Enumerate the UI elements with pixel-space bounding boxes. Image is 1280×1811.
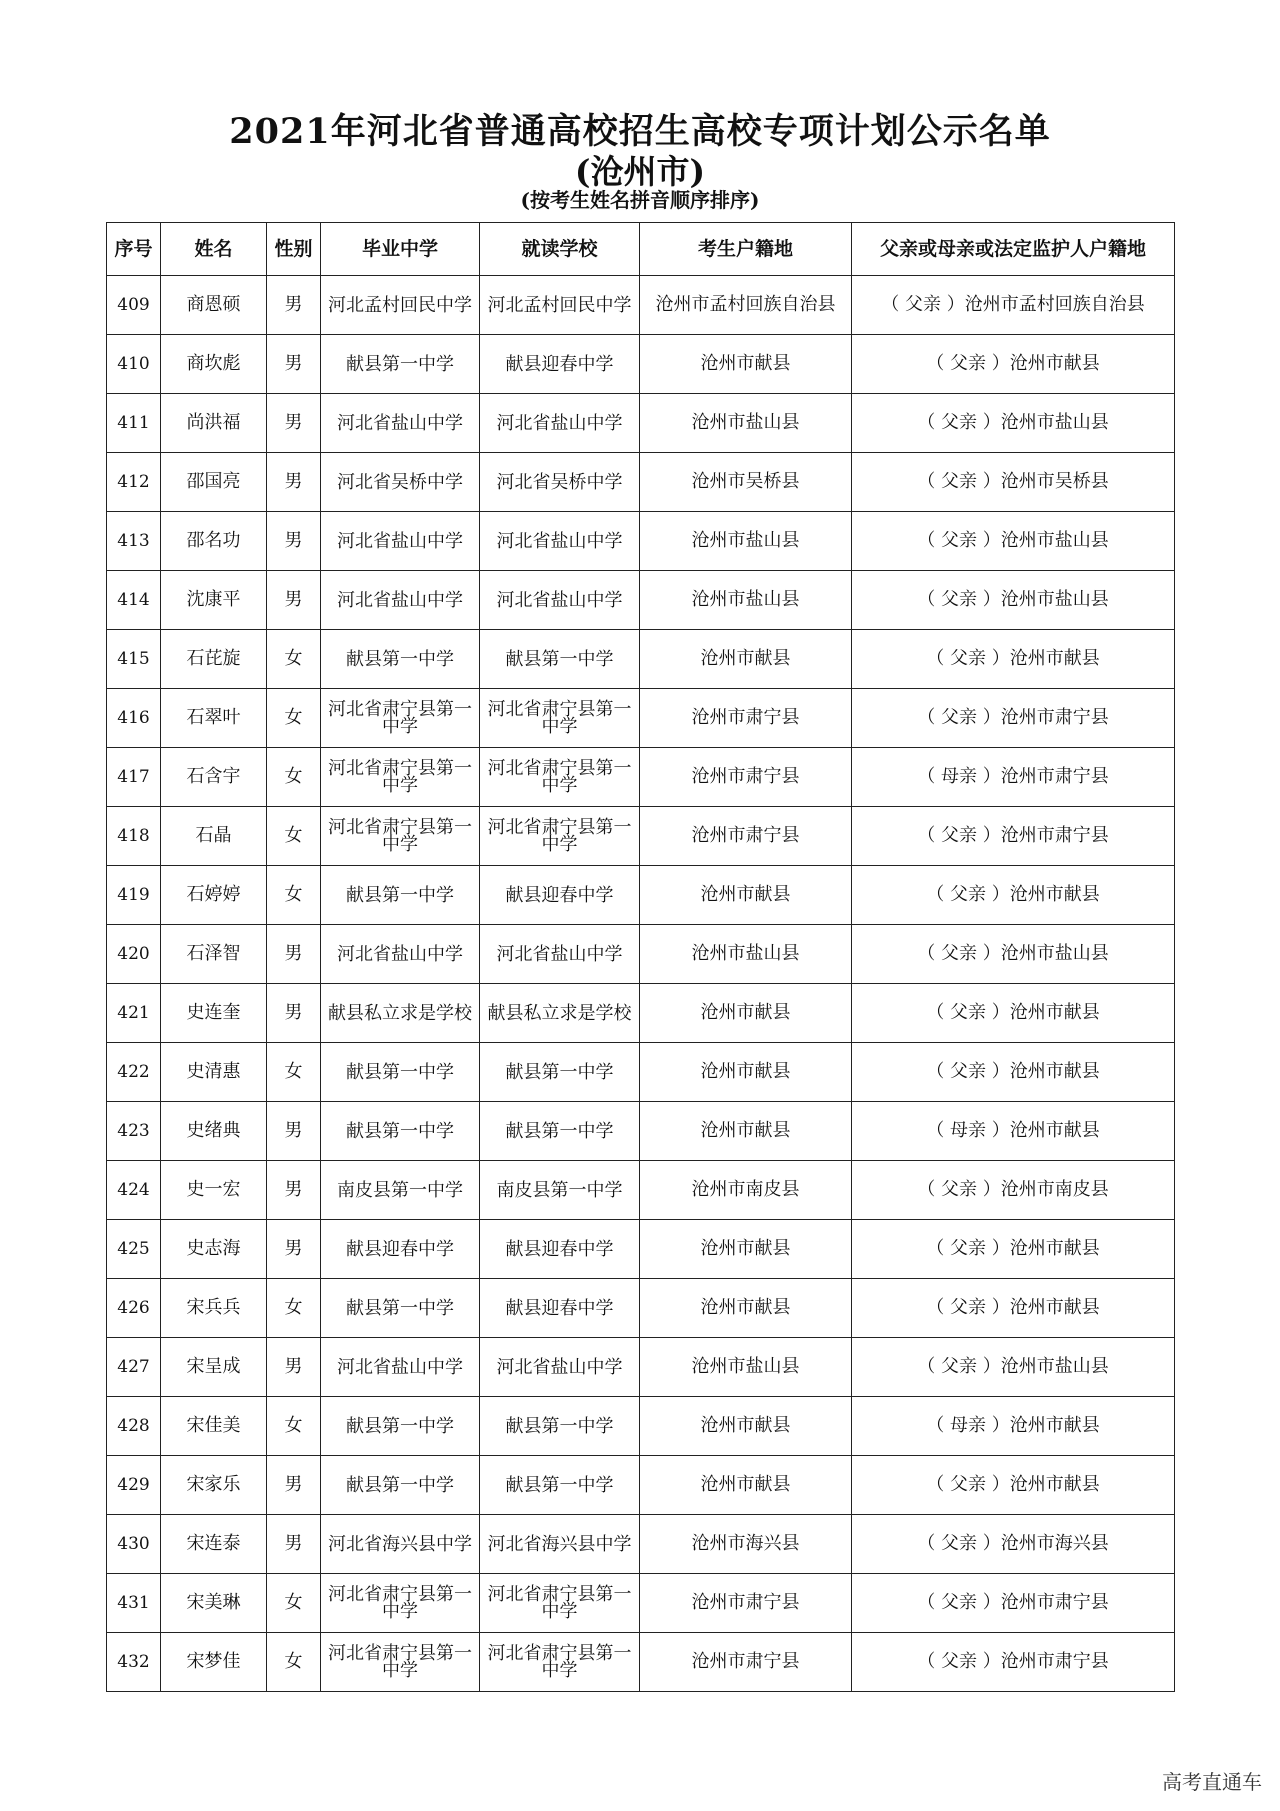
table-row bbox=[107, 1397, 1175, 1456]
table-row bbox=[107, 748, 1175, 807]
cell-current-school: 河北省肃宁县第一中学 bbox=[480, 1633, 640, 1692]
cell-guardian-registration: （ 父亲 ）沧州市献县 bbox=[852, 1220, 1175, 1279]
cell-graduation-school: 河北省肃宁县第一中学 bbox=[321, 1633, 480, 1692]
cell-graduation-school: 献县第一中学 bbox=[321, 335, 480, 394]
table-row bbox=[107, 689, 1175, 748]
table-row bbox=[107, 512, 1175, 571]
table-row bbox=[107, 1338, 1175, 1397]
cell-name: 石晶 bbox=[161, 807, 267, 866]
cell-household-registration: 沧州市献县 bbox=[640, 630, 852, 689]
cell-index: 414 bbox=[107, 571, 161, 630]
cell-current-school: 河北省盐山中学 bbox=[480, 571, 640, 630]
cell-graduation-school: 献县私立求是学校 bbox=[321, 984, 480, 1043]
cell-current-school: 南皮县第一中学 bbox=[480, 1161, 640, 1220]
cell-current-school: 河北省肃宁县第一中学 bbox=[480, 1574, 640, 1633]
cell-guardian-registration: （ 父亲 ）沧州市肃宁县 bbox=[852, 1574, 1175, 1633]
cell-graduation-school: 献县第一中学 bbox=[321, 1102, 480, 1161]
cell-index: 418 bbox=[107, 807, 161, 866]
cell-graduation-school: 献县第一中学 bbox=[321, 1456, 480, 1515]
cell-household-registration: 沧州市盐山县 bbox=[640, 394, 852, 453]
cell-index: 419 bbox=[107, 866, 161, 925]
cell-current-school: 河北省吴桥中学 bbox=[480, 453, 640, 512]
cell-household-registration: 沧州市盐山县 bbox=[640, 1338, 852, 1397]
cell-household-registration: 沧州市肃宁县 bbox=[640, 1633, 852, 1692]
header-name: 姓名 bbox=[161, 223, 267, 276]
cell-current-school: 献县迎春中学 bbox=[480, 335, 640, 394]
cell-household-registration: 沧州市南皮县 bbox=[640, 1161, 852, 1220]
cell-household-registration: 沧州市献县 bbox=[640, 866, 852, 925]
cell-household-registration: 沧州市盐山县 bbox=[640, 925, 852, 984]
header-gender: 性别 bbox=[267, 223, 321, 276]
cell-guardian-registration: （ 父亲 ）沧州市献县 bbox=[852, 866, 1175, 925]
cell-name: 邵国亮 bbox=[161, 453, 267, 512]
admission-list-table bbox=[106, 222, 1175, 1692]
cell-name: 宋兵兵 bbox=[161, 1279, 267, 1338]
cell-graduation-school: 河北省肃宁县第一中学 bbox=[321, 748, 480, 807]
cell-guardian-registration: （ 父亲 ）沧州市献县 bbox=[852, 1456, 1175, 1515]
table-row bbox=[107, 1220, 1175, 1279]
cell-household-registration: 沧州市献县 bbox=[640, 1456, 852, 1515]
cell-index: 423 bbox=[107, 1102, 161, 1161]
cell-gender: 女 bbox=[267, 1043, 321, 1102]
cell-gender: 女 bbox=[267, 1397, 321, 1456]
cell-index: 431 bbox=[107, 1574, 161, 1633]
cell-gender: 女 bbox=[267, 1279, 321, 1338]
cell-graduation-school: 献县第一中学 bbox=[321, 1397, 480, 1456]
cell-guardian-registration: （ 父亲 ）沧州市献县 bbox=[852, 630, 1175, 689]
cell-current-school: 河北省盐山中学 bbox=[480, 512, 640, 571]
cell-gender: 女 bbox=[267, 748, 321, 807]
cell-index: 428 bbox=[107, 1397, 161, 1456]
cell-gender: 男 bbox=[267, 276, 321, 335]
page-subtitle: (沧州市) bbox=[574, 152, 706, 191]
cell-household-registration: 沧州市献县 bbox=[640, 1220, 852, 1279]
cell-name: 石含宇 bbox=[161, 748, 267, 807]
cell-graduation-school: 河北省盐山中学 bbox=[321, 394, 480, 453]
table-body bbox=[107, 276, 1175, 1692]
cell-index: 427 bbox=[107, 1338, 161, 1397]
cell-index: 424 bbox=[107, 1161, 161, 1220]
cell-index: 413 bbox=[107, 512, 161, 571]
cell-graduation-school: 河北孟村回民中学 bbox=[321, 276, 480, 335]
cell-guardian-registration: （ 父亲 ）沧州市盐山县 bbox=[852, 512, 1175, 571]
cell-gender: 男 bbox=[267, 984, 321, 1043]
table-row bbox=[107, 394, 1175, 453]
cell-index: 417 bbox=[107, 748, 161, 807]
cell-index: 420 bbox=[107, 925, 161, 984]
header-index: 序号 bbox=[107, 223, 161, 276]
cell-name: 石泽智 bbox=[161, 925, 267, 984]
cell-guardian-registration: （ 父亲 ）沧州市海兴县 bbox=[852, 1515, 1175, 1574]
cell-household-registration: 沧州市海兴县 bbox=[640, 1515, 852, 1574]
cell-graduation-school: 河北省吴桥中学 bbox=[321, 453, 480, 512]
cell-household-registration: 沧州市献县 bbox=[640, 335, 852, 394]
cell-gender: 男 bbox=[267, 1456, 321, 1515]
sort-note: (按考生姓名拼音顺序排序) bbox=[520, 188, 760, 212]
cell-graduation-school: 河北省肃宁县第一中学 bbox=[321, 1574, 480, 1633]
cell-current-school: 河北省肃宁县第一中学 bbox=[480, 807, 640, 866]
cell-household-registration: 沧州市盐山县 bbox=[640, 571, 852, 630]
cell-current-school: 献县私立求是学校 bbox=[480, 984, 640, 1043]
cell-gender: 男 bbox=[267, 335, 321, 394]
cell-index: 415 bbox=[107, 630, 161, 689]
cell-gender: 男 bbox=[267, 394, 321, 453]
cell-current-school: 河北省肃宁县第一中学 bbox=[480, 689, 640, 748]
cell-graduation-school: 河北省盐山中学 bbox=[321, 512, 480, 571]
cell-guardian-registration: （ 母亲 ）沧州市献县 bbox=[852, 1102, 1175, 1161]
cell-gender: 女 bbox=[267, 866, 321, 925]
cell-index: 411 bbox=[107, 394, 161, 453]
cell-guardian-registration: （ 父亲 ）沧州市盐山县 bbox=[852, 925, 1175, 984]
cell-guardian-registration: （ 父亲 ）沧州市献县 bbox=[852, 1043, 1175, 1102]
cell-household-registration: 沧州市肃宁县 bbox=[640, 807, 852, 866]
cell-guardian-registration: （ 父亲 ）沧州市南皮县 bbox=[852, 1161, 1175, 1220]
cell-name: 宋美琳 bbox=[161, 1574, 267, 1633]
header-guardian-registration: 父亲或母亲或法定监护人户籍地 bbox=[852, 223, 1175, 276]
table-row bbox=[107, 925, 1175, 984]
cell-graduation-school: 河北省盐山中学 bbox=[321, 925, 480, 984]
cell-index: 430 bbox=[107, 1515, 161, 1574]
cell-name: 沈康平 bbox=[161, 571, 267, 630]
table-row bbox=[107, 276, 1175, 335]
cell-gender: 女 bbox=[267, 689, 321, 748]
cell-gender: 女 bbox=[267, 1633, 321, 1692]
table-row bbox=[107, 1456, 1175, 1515]
cell-guardian-registration: （ 父亲 ）沧州市肃宁县 bbox=[852, 1633, 1175, 1692]
cell-graduation-school: 献县第一中学 bbox=[321, 866, 480, 925]
cell-current-school: 献县第一中学 bbox=[480, 1397, 640, 1456]
cell-current-school: 河北省盐山中学 bbox=[480, 394, 640, 453]
table-row bbox=[107, 335, 1175, 394]
table-row bbox=[107, 453, 1175, 512]
watermark: 高考直通车 bbox=[1162, 1770, 1262, 1794]
cell-gender: 男 bbox=[267, 512, 321, 571]
cell-gender: 男 bbox=[267, 1515, 321, 1574]
cell-guardian-registration: （ 母亲 ）沧州市献县 bbox=[852, 1397, 1175, 1456]
cell-household-registration: 沧州市献县 bbox=[640, 1043, 852, 1102]
cell-gender: 女 bbox=[267, 1574, 321, 1633]
table-row bbox=[107, 1633, 1175, 1692]
cell-household-registration: 沧州市肃宁县 bbox=[640, 1574, 852, 1633]
table-header-row bbox=[107, 223, 1175, 276]
cell-index: 409 bbox=[107, 276, 161, 335]
cell-gender: 女 bbox=[267, 807, 321, 866]
cell-guardian-registration: （ 父亲 ）沧州市吴桥县 bbox=[852, 453, 1175, 512]
header-graduation-school: 毕业中学 bbox=[321, 223, 480, 276]
cell-index: 429 bbox=[107, 1456, 161, 1515]
cell-name: 宋呈成 bbox=[161, 1338, 267, 1397]
cell-graduation-school: 献县第一中学 bbox=[321, 1279, 480, 1338]
cell-guardian-registration: （ 父亲 ）沧州市肃宁县 bbox=[852, 807, 1175, 866]
cell-current-school: 河北省肃宁县第一中学 bbox=[480, 748, 640, 807]
cell-graduation-school: 献县第一中学 bbox=[321, 1043, 480, 1102]
cell-graduation-school: 河北省肃宁县第一中学 bbox=[321, 689, 480, 748]
cell-name: 史连奎 bbox=[161, 984, 267, 1043]
cell-household-registration: 沧州市盐山县 bbox=[640, 512, 852, 571]
cell-current-school: 献县第一中学 bbox=[480, 1102, 640, 1161]
cell-graduation-school: 献县第一中学 bbox=[321, 630, 480, 689]
cell-gender: 男 bbox=[267, 1220, 321, 1279]
cell-graduation-school: 献县迎春中学 bbox=[321, 1220, 480, 1279]
cell-name: 商坎彪 bbox=[161, 335, 267, 394]
table-row bbox=[107, 1574, 1175, 1633]
cell-index: 422 bbox=[107, 1043, 161, 1102]
table-row bbox=[107, 984, 1175, 1043]
cell-guardian-registration: （ 父亲 ）沧州市献县 bbox=[852, 984, 1175, 1043]
cell-household-registration: 沧州市肃宁县 bbox=[640, 689, 852, 748]
table-row bbox=[107, 866, 1175, 925]
cell-household-registration: 沧州市献县 bbox=[640, 1279, 852, 1338]
cell-gender: 男 bbox=[267, 571, 321, 630]
table-row bbox=[107, 1043, 1175, 1102]
cell-guardian-registration: （ 母亲 ）沧州市肃宁县 bbox=[852, 748, 1175, 807]
cell-current-school: 献县第一中学 bbox=[480, 630, 640, 689]
cell-guardian-registration: （ 父亲 ）沧州市盐山县 bbox=[852, 394, 1175, 453]
cell-household-registration: 沧州市献县 bbox=[640, 1102, 852, 1161]
table-row bbox=[107, 630, 1175, 689]
cell-name: 商恩硕 bbox=[161, 276, 267, 335]
cell-household-registration: 沧州市孟村回族自治县 bbox=[640, 276, 852, 335]
cell-current-school: 河北孟村回民中学 bbox=[480, 276, 640, 335]
table-row bbox=[107, 1102, 1175, 1161]
table-row bbox=[107, 1515, 1175, 1574]
cell-household-registration: 沧州市肃宁县 bbox=[640, 748, 852, 807]
table-row bbox=[107, 1279, 1175, 1338]
cell-gender: 女 bbox=[267, 630, 321, 689]
cell-gender: 男 bbox=[267, 925, 321, 984]
cell-index: 410 bbox=[107, 335, 161, 394]
cell-current-school: 献县第一中学 bbox=[480, 1456, 640, 1515]
cell-name: 宋连泰 bbox=[161, 1515, 267, 1574]
cell-graduation-school: 河北省海兴县中学 bbox=[321, 1515, 480, 1574]
cell-guardian-registration: （ 父亲 ）沧州市孟村回族自治县 bbox=[852, 276, 1175, 335]
cell-gender: 男 bbox=[267, 1161, 321, 1220]
cell-household-registration: 沧州市献县 bbox=[640, 984, 852, 1043]
cell-gender: 男 bbox=[267, 1338, 321, 1397]
cell-graduation-school: 南皮县第一中学 bbox=[321, 1161, 480, 1220]
cell-name: 史志海 bbox=[161, 1220, 267, 1279]
cell-index: 426 bbox=[107, 1279, 161, 1338]
cell-index: 425 bbox=[107, 1220, 161, 1279]
cell-guardian-registration: （ 父亲 ）沧州市献县 bbox=[852, 335, 1175, 394]
cell-name: 史清惠 bbox=[161, 1043, 267, 1102]
cell-gender: 男 bbox=[267, 453, 321, 512]
cell-name: 石翠叶 bbox=[161, 689, 267, 748]
cell-guardian-registration: （ 父亲 ）沧州市盐山县 bbox=[852, 571, 1175, 630]
header-current-school: 就读学校 bbox=[480, 223, 640, 276]
cell-index: 412 bbox=[107, 453, 161, 512]
cell-gender: 男 bbox=[267, 1102, 321, 1161]
cell-current-school: 河北省盐山中学 bbox=[480, 925, 640, 984]
cell-name: 宋梦佳 bbox=[161, 1633, 267, 1692]
cell-current-school: 献县第一中学 bbox=[480, 1043, 640, 1102]
cell-name: 史一宏 bbox=[161, 1161, 267, 1220]
cell-name: 邵名功 bbox=[161, 512, 267, 571]
cell-current-school: 献县迎春中学 bbox=[480, 866, 640, 925]
cell-index: 421 bbox=[107, 984, 161, 1043]
cell-name: 史绪典 bbox=[161, 1102, 267, 1161]
cell-graduation-school: 河北省肃宁县第一中学 bbox=[321, 807, 480, 866]
table-row bbox=[107, 807, 1175, 866]
cell-current-school: 献县迎春中学 bbox=[480, 1220, 640, 1279]
cell-name: 宋家乐 bbox=[161, 1456, 267, 1515]
cell-guardian-registration: （ 父亲 ）沧州市肃宁县 bbox=[852, 689, 1175, 748]
cell-graduation-school: 河北省盐山中学 bbox=[321, 571, 480, 630]
cell-name: 石婷婷 bbox=[161, 866, 267, 925]
cell-index: 432 bbox=[107, 1633, 161, 1692]
cell-index: 416 bbox=[107, 689, 161, 748]
cell-household-registration: 沧州市献县 bbox=[640, 1397, 852, 1456]
cell-guardian-registration: （ 父亲 ）沧州市献县 bbox=[852, 1279, 1175, 1338]
page-title: 2021年河北省普通高校招生高校专项计划公示名单 bbox=[229, 111, 1051, 152]
cell-current-school: 河北省海兴县中学 bbox=[480, 1515, 640, 1574]
cell-name: 尚洪福 bbox=[161, 394, 267, 453]
cell-current-school: 河北省盐山中学 bbox=[480, 1338, 640, 1397]
header-household-registration: 考生户籍地 bbox=[640, 223, 852, 276]
cell-guardian-registration: （ 父亲 ）沧州市盐山县 bbox=[852, 1338, 1175, 1397]
cell-current-school: 献县迎春中学 bbox=[480, 1279, 640, 1338]
table-row bbox=[107, 1161, 1175, 1220]
cell-household-registration: 沧州市吴桥县 bbox=[640, 453, 852, 512]
cell-graduation-school: 河北省盐山中学 bbox=[321, 1338, 480, 1397]
cell-name: 石芘旋 bbox=[161, 630, 267, 689]
cell-name: 宋佳美 bbox=[161, 1397, 267, 1456]
table-row bbox=[107, 571, 1175, 630]
